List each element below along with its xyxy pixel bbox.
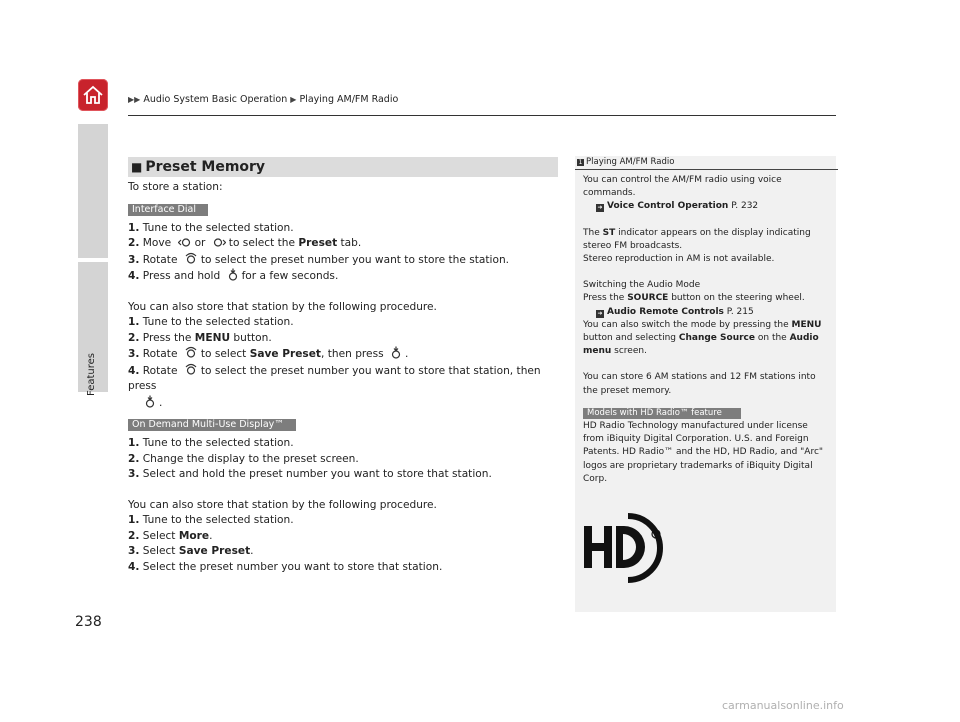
chevron-right-icon: ▶: [290, 95, 297, 104]
interface-dial-tag: Interface Dial: [128, 204, 208, 216]
step: 2. Select More.: [128, 529, 213, 542]
chevron-right-icon: ▶▶: [128, 95, 141, 104]
step: 3. Select and hold the preset number you want to store that station.: [128, 468, 492, 480]
step: 3. Rotate to select the preset number you want to store the station.: [128, 253, 510, 266]
breadcrumb-item[interactable]: Playing AM/FM Radio: [299, 94, 399, 105]
cross-reference[interactable]: ➜ Voice Control Operation P. 232: [597, 201, 759, 212]
step: 3. Select Save Preset.: [128, 545, 254, 557]
notes-content: [583, 174, 829, 486]
dial-rotate-icon: [184, 252, 198, 265]
intro-text: To store a station:: [128, 181, 223, 193]
note-text: Press the SOURCE button on the steering wheel.: [583, 293, 805, 304]
step: 1. Tune to the selected station.: [128, 437, 294, 449]
dial-press-icon: [390, 346, 402, 359]
cross-reference[interactable]: ➜ Audio Remote Controls P. 215: [597, 306, 754, 317]
header-divider: [128, 115, 836, 116]
dial-right-icon: [212, 237, 226, 248]
alt-intro-text: You can also store that station by the following procedure.: [128, 498, 437, 511]
home-icon: [81, 83, 105, 107]
dial-rotate-icon: [184, 346, 198, 359]
note-text: You can store 6 AM stations and 12 FM stations into the preset memory.: [583, 372, 816, 396]
page-number: 238: [75, 614, 102, 630]
step: 3. Rotate to select Save Preset, then press .: [128, 348, 409, 360]
breadcrumb: [128, 94, 398, 105]
note-marker-icon: 1: [578, 159, 583, 166]
step: 4. Press and hold for a few seconds.: [128, 270, 339, 282]
watermark: carmanualsonline.info: [722, 699, 844, 712]
section-heading: ■ Preset Memory: [128, 157, 558, 177]
breadcrumb-item[interactable]: Audio System Basic Operation: [143, 94, 288, 105]
chapter-tab: [78, 124, 108, 258]
arrow-right-icon: ➜: [597, 309, 603, 317]
note-text: You can also switch the mode by pressing the MENU button and selecting Change Source on the Audio menu screen.: [583, 319, 822, 357]
square-bullet-icon: ■: [131, 160, 143, 174]
note-text: Stereo reproduction in AM is not available.: [583, 254, 775, 265]
dial-press-icon: [144, 395, 156, 408]
arrow-right-icon: ➜: [597, 204, 603, 212]
hd-radio-logo-icon: [584, 512, 664, 586]
step: 2. Move or to select the Preset tab.: [128, 237, 362, 249]
step: 2. Change the display to the preset screen.: [128, 452, 359, 465]
hd-radio-tag: Models with HD Radio™ feature: [583, 408, 741, 419]
alt-intro-text: You can also store that station by the following procedure.: [128, 300, 437, 313]
dial-left-icon: [178, 237, 192, 248]
main-content: [128, 180, 568, 575]
dial-press-icon: [227, 268, 239, 281]
chapter-label: Features: [86, 353, 97, 396]
step: 1. Tune to the selected station.: [128, 221, 294, 234]
display-tag: On Demand Multi-Use Display™: [128, 419, 296, 431]
notes-title: 1 Playing AM/FM Radio: [575, 156, 838, 170]
step: 4. Rotate to select the preset number you want to store that station, then press .: [128, 364, 541, 409]
step: 2. Press the MENU button.: [128, 331, 272, 344]
note-text: You can control the AM/FM radio using voice commands.: [583, 175, 782, 199]
step: 4. Select the preset number you want to store that station.: [128, 560, 443, 573]
note-text: The ST indicator appears on the display indicating stereo FM broadcasts.: [583, 227, 811, 251]
step: 1. Tune to the selected station.: [128, 316, 294, 328]
home-button[interactable]: [78, 79, 108, 111]
note-text: HD Radio Technology manufactured under license from iBiquity Digital Corporation. U.S. and Foreign Patents. HD Radio™ and the HD, HD Radio, and "Arc" logos are proprietary trademarks of iBiquity Digital Corp.: [583, 421, 824, 484]
dial-rotate-icon: [184, 363, 198, 376]
svg-text:R: R: [654, 531, 659, 539]
note-text: Switching the Audio Mode: [583, 280, 701, 291]
step: 1. Tune to the selected station.: [128, 514, 294, 526]
